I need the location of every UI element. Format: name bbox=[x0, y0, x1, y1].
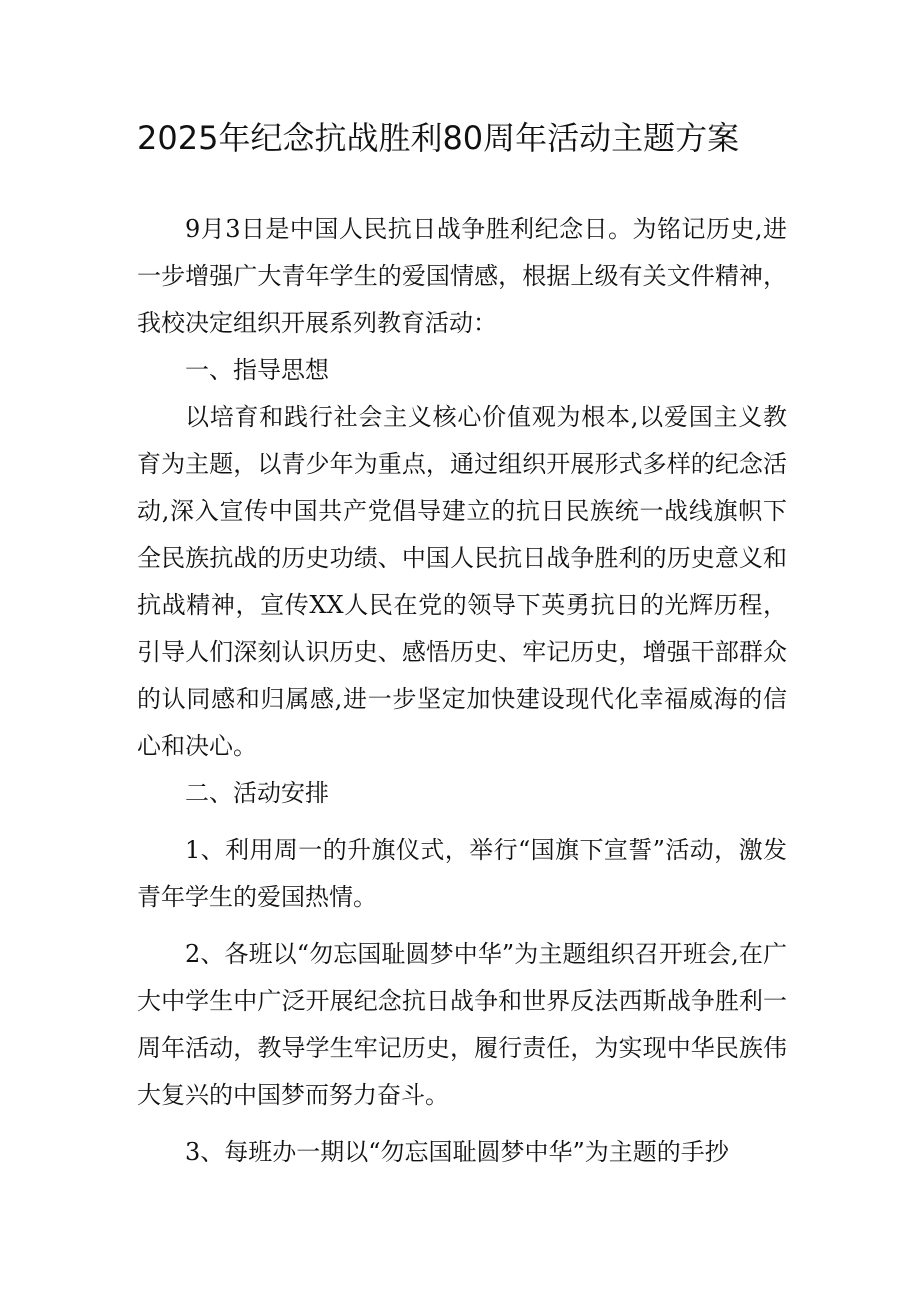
section-heading-activity-arrangement: 二、活动安排 bbox=[185, 779, 329, 807]
document-body bbox=[137, 206, 787, 1176]
activity-item-1: 1、利用周一的升旗仪式，举行“国旗下宣誓”活动，激发青年学生的爱国热情。 bbox=[137, 836, 787, 911]
section-heading-guiding-thought: 一、指导思想 bbox=[185, 356, 329, 384]
intro-paragraph: 9月3日是中国人民抗日战争胜利纪念日。为铭记历史,进一步增强广大青年学生的爱国情感，根据上级有关文件精神，我校决定组织开展系列教育活动： bbox=[137, 215, 787, 337]
guiding-thought-paragraph: 以培育和践行社会主义核心价值观为根本,以爱国主义教育为主题，以青少年为重点，通过组织开展形式多样的纪念活动,深入宣传中国共产党倡导建立的抗日民族统一战线旗帜下全民族抗战的历史功绩、中国人民抗日战争胜利的历史意义和抗战精神，宣传XX人民在党的领导下英勇抗日的光辉历程，引导人们深刻认识历史、感悟历史、牢记历史，增强干部群众的认同感和归属感,进一步坚定加快建设现代化幸福威海的信心和决心。 bbox=[137, 403, 787, 760]
document-title: 2025年纪念抗战胜利80周年活动主题方案 bbox=[137, 119, 740, 157]
activity-item-2: 2、各班以“勿忘国耻圆梦中华”为主题组织召开班会,在广大中学生中广泛开展纪念抗日战争和世界反法西斯战争胜利一周年活动，教导学生牢记历史，履行责任，为实现中华民族伟大复兴的中国梦而努力奋斗。 bbox=[137, 940, 787, 1109]
activity-item-3: 3、每班办一期以“勿忘国耻圆梦中华”为主题的手抄 bbox=[185, 1138, 729, 1166]
